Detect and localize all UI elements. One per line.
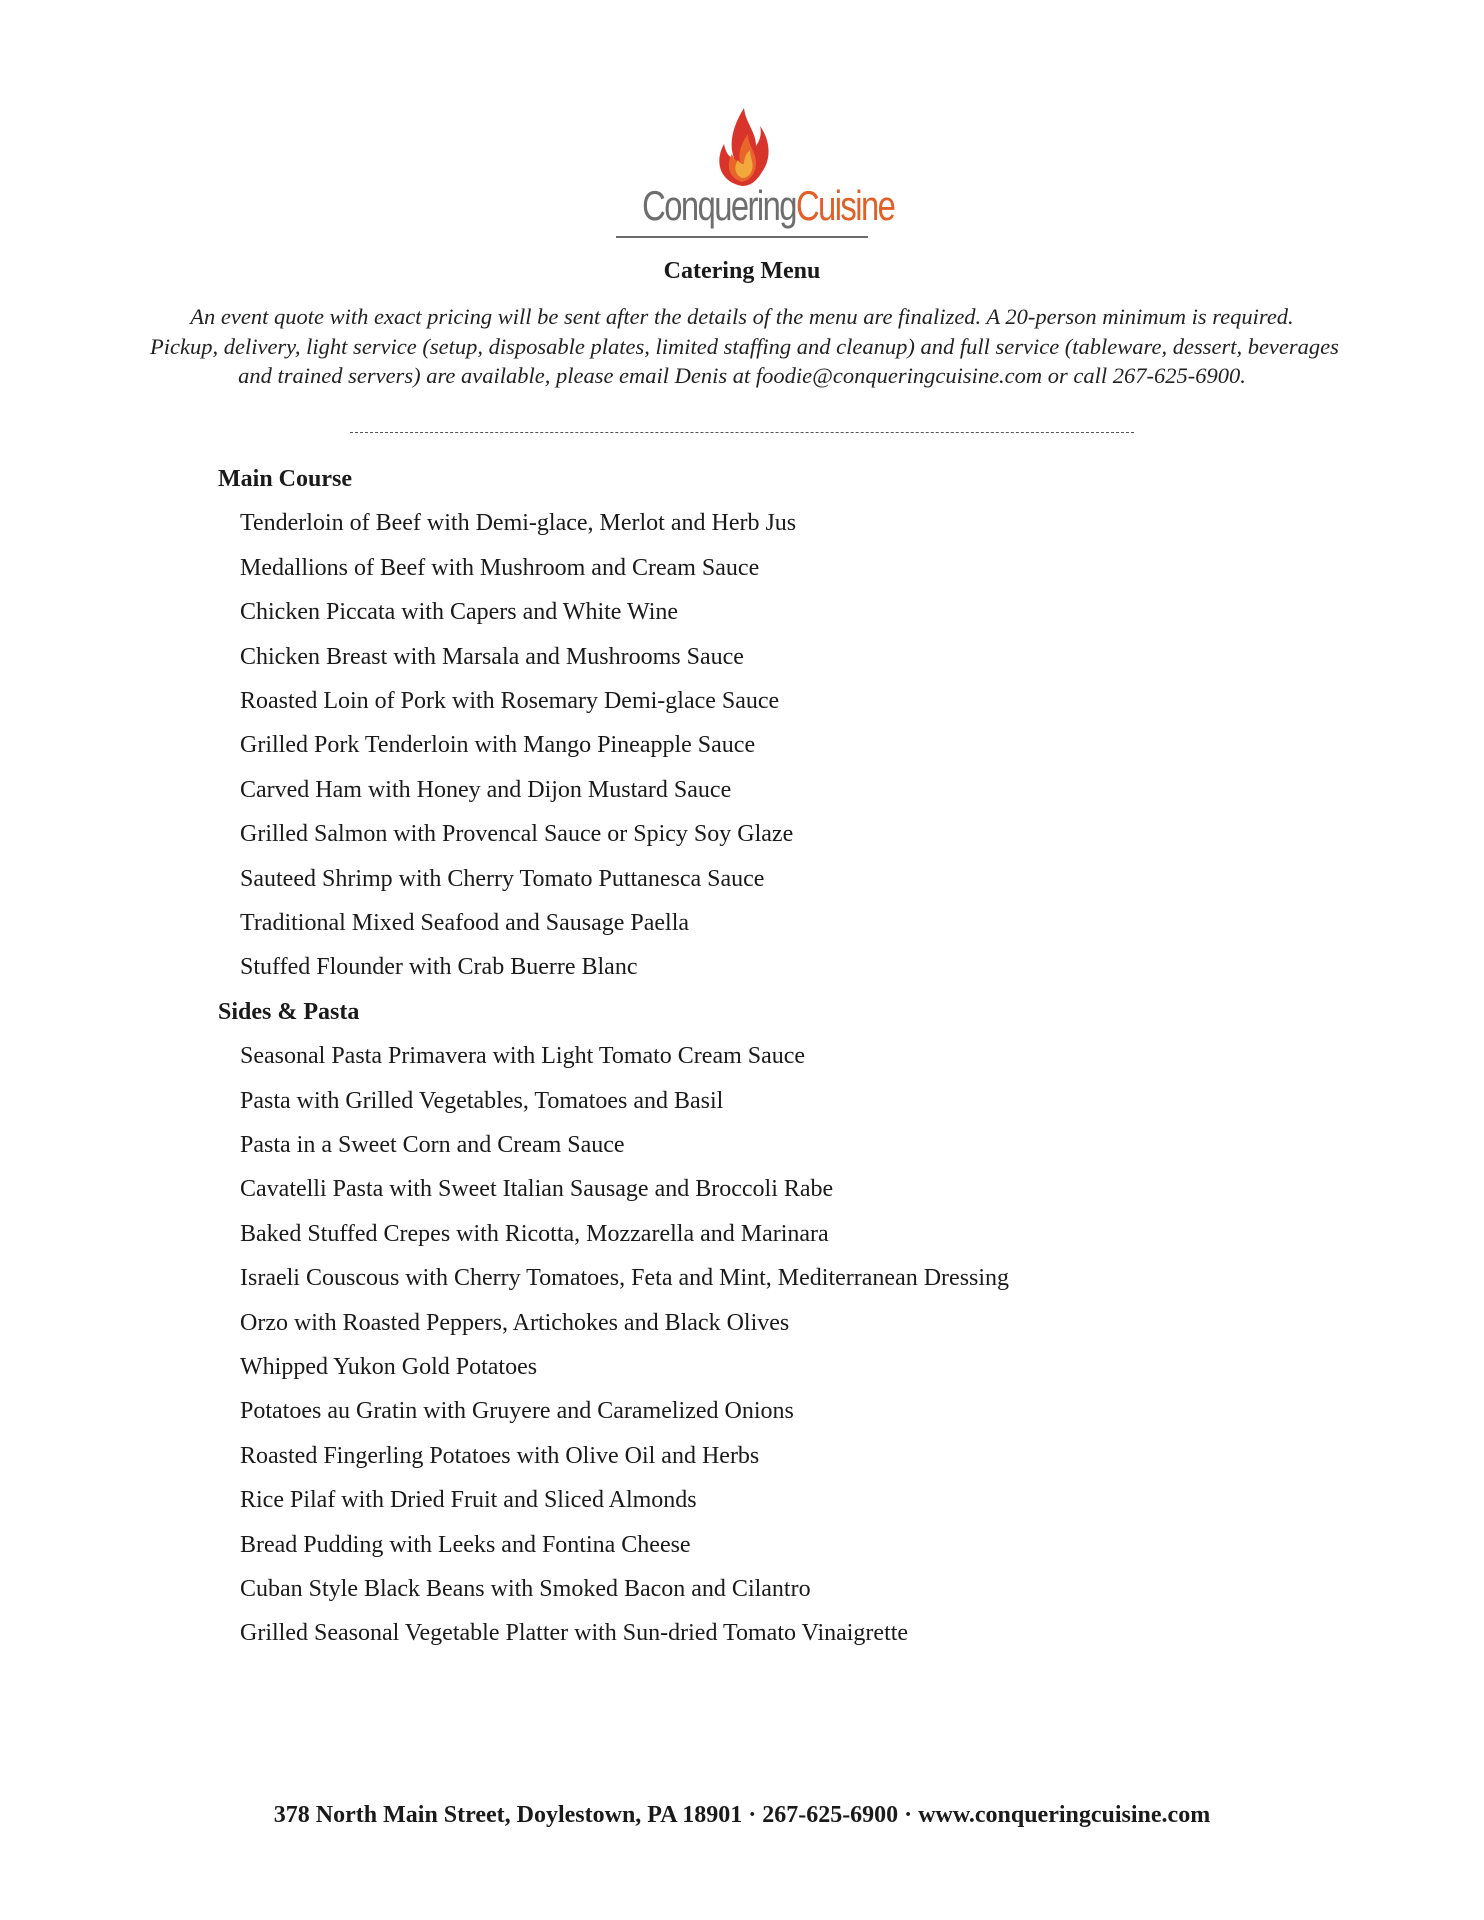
page-title: Catering Menu bbox=[663, 258, 821, 284]
menu-item: Cavatelli Pasta with Sweet Italian Sausage and Broccoli Rabe bbox=[240, 1176, 834, 1203]
menu-item: Grilled Seasonal Vegetable Platter with Sun-dried Tomato Vinaigrette bbox=[240, 1620, 909, 1647]
menu-item: Stuffed Flounder with Crab Buerre Blanc bbox=[240, 954, 638, 981]
menu-item: Orzo with Roasted Peppers, Artichokes and Black Olives bbox=[240, 1309, 790, 1336]
intro-line: An event quote with exact pricing will be sent after the details of the menu are finalized. A 20-person minimum is required. bbox=[190, 304, 1294, 329]
menu-item: Roasted Fingerling Potatoes with Olive Oil and Herbs bbox=[240, 1442, 760, 1469]
menu-item: Tenderloin of Beef with Demi-glace, Merlot and Herb Jus bbox=[240, 510, 797, 537]
menu-item: Pasta in a Sweet Corn and Cream Sauce bbox=[240, 1132, 625, 1158]
menu-item: Medallions of Beef with Mushroom and Cream Sauce bbox=[240, 554, 760, 581]
brand-name-part2: Cuisine bbox=[795, 182, 895, 229]
menu-item: Cuban Style Black Beans with Smoked Bacon and Cilantro bbox=[240, 1576, 811, 1602]
intro-paragraph bbox=[150, 302, 1339, 391]
menu-item: Sauteed Shrimp with Cherry Tomato Puttanesca Sauce bbox=[240, 865, 765, 892]
section-heading: Sides & Pasta bbox=[218, 998, 360, 1025]
menu-item: Israeli Couscous with Cherry Tomatoes, Feta and Mint, Mediterranean Dressing bbox=[240, 1265, 1010, 1292]
menu-item: Carved Ham with Honey and Dijon Mustard Sauce bbox=[240, 776, 732, 803]
brand-wordmark bbox=[642, 182, 895, 230]
menu-item: Traditional Mixed Seafood and Sausage Paella bbox=[240, 910, 690, 936]
menu-item: Baked Stuffed Crepes with Ricotta, Mozzarella and Marinara bbox=[240, 1220, 829, 1247]
menu-item: Pasta with Grilled Vegetables, Tomatoes and Basil bbox=[240, 1087, 724, 1114]
intro-line: Pickup, delivery, light service (setup, disposable plates, limited staffing and cleanup) and full service (tableware, dessert, beverages bbox=[150, 333, 1339, 359]
brand-logo bbox=[614, 102, 895, 242]
intro-line: and trained servers) are available, please email Denis at foodie@conqueringcuisine.com or call 267-625-6900. bbox=[238, 363, 1246, 388]
section-heading: Main Course bbox=[218, 466, 352, 492]
menu-item: Rice Pilaf with Dried Fruit and Sliced Almonds bbox=[240, 1487, 697, 1514]
menu-item: Bread Pudding with Leeks and Fontina Cheese bbox=[240, 1531, 691, 1558]
brand-name-part1: Conquering bbox=[642, 182, 796, 229]
menu-item: Potatoes au Gratin with Gruyere and Caramelized Onions bbox=[240, 1398, 794, 1425]
dashed-divider bbox=[350, 432, 1134, 433]
menu-item: Grilled Salmon with Provencal Sauce or Spicy Soy Glaze bbox=[240, 821, 794, 848]
menu-item: Chicken Piccata with Capers and White Wine bbox=[240, 599, 679, 626]
logo-underline bbox=[616, 236, 868, 238]
menu-item: Roasted Loin of Pork with Rosemary Demi-glace Sauce bbox=[240, 688, 780, 714]
footer-contact: 378 North Main Street, Doylestown, PA 18901 · 267-625-6900 · www.conqueringcuisine.com bbox=[273, 1802, 1211, 1828]
menu-item: Whipped Yukon Gold Potatoes bbox=[240, 1354, 538, 1380]
menu-item: Grilled Pork Tenderloin with Mango Pineapple Sauce bbox=[240, 732, 756, 759]
flame-icon bbox=[710, 102, 774, 190]
menu-item: Seasonal Pasta Primavera with Light Tomato Cream Sauce bbox=[240, 1043, 806, 1070]
menu-item: Chicken Breast with Marsala and Mushrooms Sauce bbox=[240, 643, 744, 670]
